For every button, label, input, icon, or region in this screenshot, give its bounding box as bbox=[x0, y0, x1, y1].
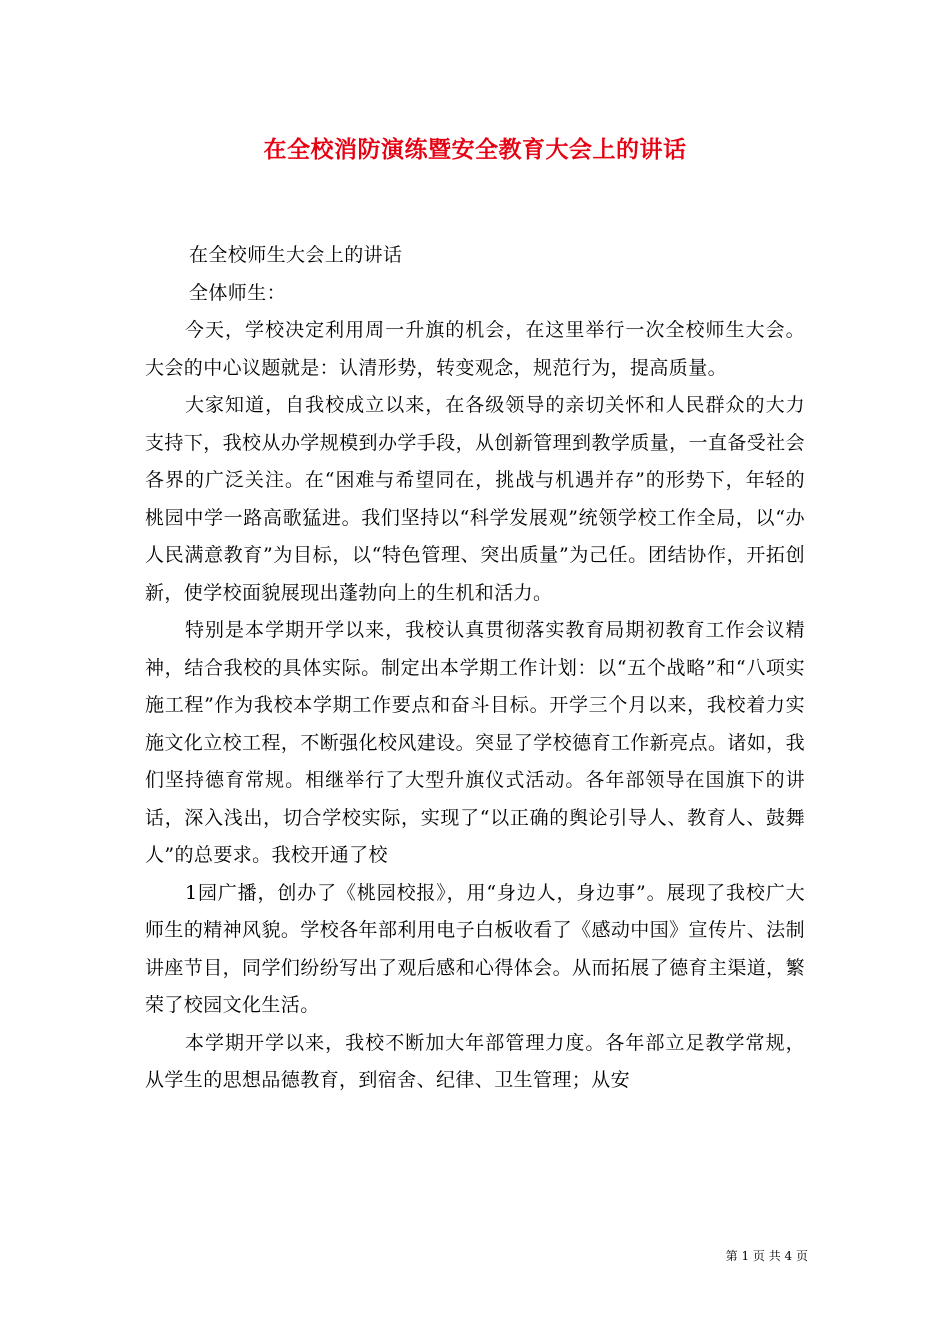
paragraph-5: 本学期开学以来，我校不断加大年部管理力度。各年部立足教学常规，从学生的思想品德教育，到宿舍、纪律、卫生管理；从安 bbox=[145, 1031, 805, 1091]
document-title: 在全校消防演练暨安全教育大会上的讲话 bbox=[263, 136, 687, 163]
paragraph-3: 特别是本学期开学以来，我校认真贯彻落实教育局期初教育工作会议精神，结合我校的具体实际。制定出本学期工作计划：以“五个战略”和“八项实施工程”作为我校本学期工作要点和奋斗目标。开学三个月以来，我校着力实施文化立校工程，不断强化校风建设。突显了学校德育工作新亮点。诸如，我们坚持德育常规。相继举行了大型升旗仪式活动。各年部领导在国旗下的讲话，深入浅出，切合学校实际，实现了“以正确的舆论引导人、教育人、鼓舞人”的总要求。我校开通了校 bbox=[145, 619, 805, 866]
page-number-footer: 第 1 页 共 4 页 bbox=[725, 1249, 808, 1263]
paragraph-4: 1园广播，创办了《桃园校报》，用“身边人，身边事”。展现了我校广大师生的精神风貌。学校各年部利用电子白板收看了《感动中国》宣传片、法制讲座节目，同学们纷纷写出了观后感和心得体会。从而拓展了德育主渠道，繁荣了校园文化生活。 bbox=[145, 881, 805, 1016]
document-subtitle: 在全校师生大会上的讲话 bbox=[189, 244, 403, 266]
paragraph-2: 大家知道，自我校成立以来，在各级领导的亲切关怀和人民群众的大力支持下，我校从办学规模到办学手段，从创新管理到教学质量，一直备受社会各界的广泛关注。在“困难与希望同在，挑战与机遇并存”的形势下，年轻的桃园中学一路高歌猛进。我们坚持以“科学发展观”统领学校工作全局，以“办人民满意教育”为目标，以“特色管理、突出质量”为己任。团结协作，开拓创新，使学校面貌展现出蓬勃向上的生机和活力。 bbox=[145, 394, 805, 604]
salutation: 全体师生： bbox=[189, 281, 287, 304]
document-body bbox=[145, 237, 805, 1100]
paragraph-1: 今天，学校决定利用周一升旗的机会，在这里举行一次全校师生大会。大会的中心议题就是：认清形势，转变观念，规范行为，提高质量。 bbox=[145, 319, 805, 379]
